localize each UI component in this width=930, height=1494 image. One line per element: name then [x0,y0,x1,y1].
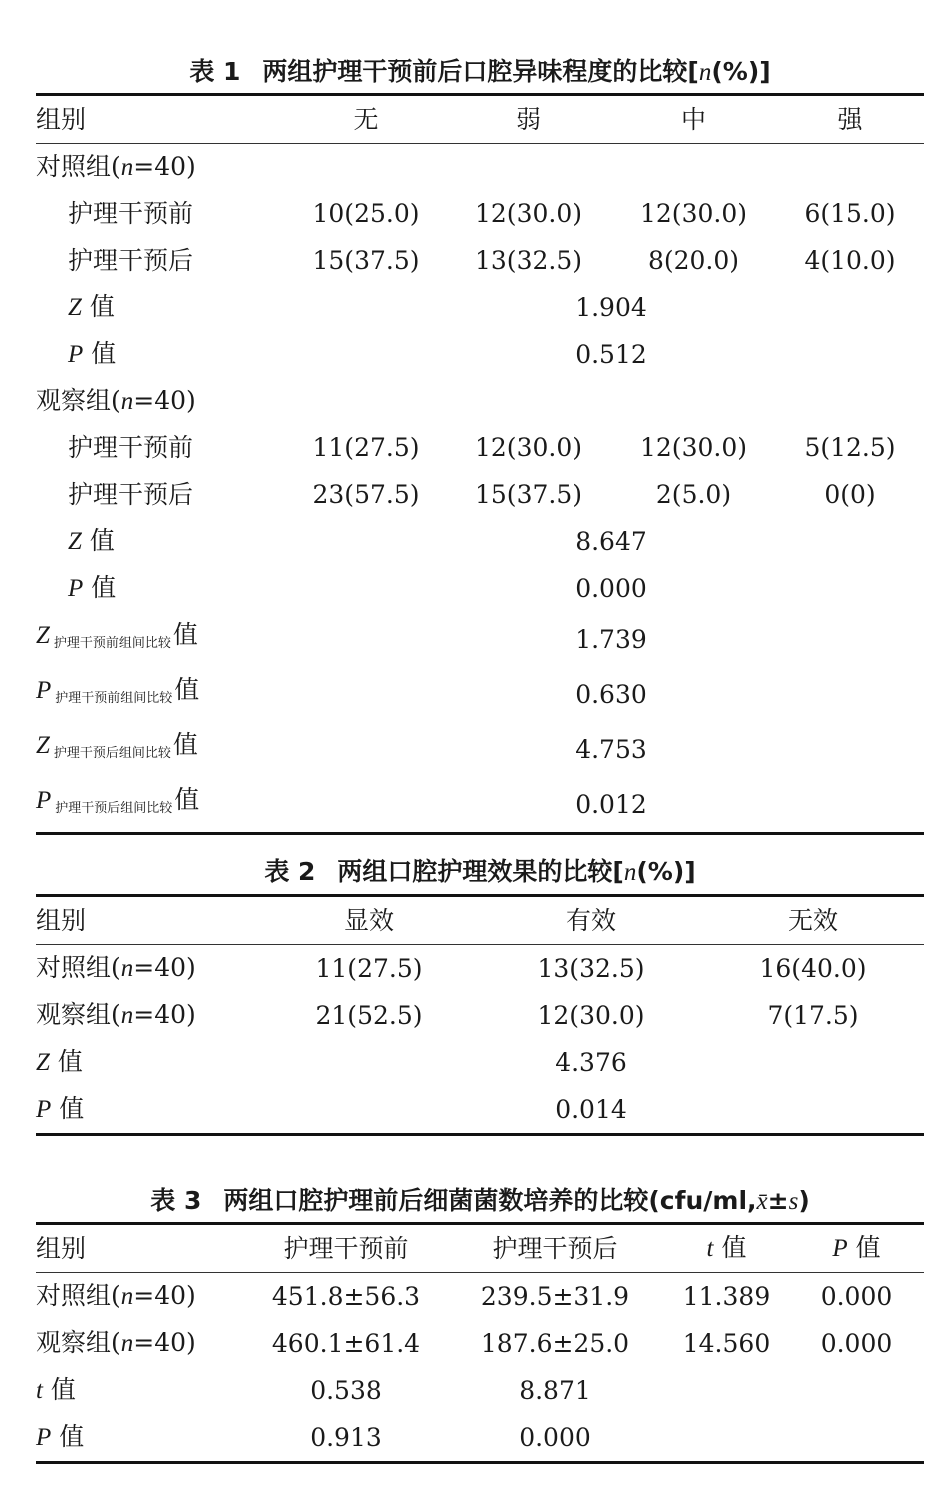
stat-value: 0.014 [555,1094,627,1124]
row-label: 观察组(n=40) [36,1000,196,1029]
table-cell: 0.000 [820,1328,893,1358]
table2-header-group: 组别 [36,896,258,945]
stat-value: 1.739 [575,624,647,654]
table-cell: 12(30.0) [640,199,747,229]
table3-header-t: t 值 [664,1224,789,1273]
table1-title-prefix: 两组护理干预前后口腔异味程度的比较[ [262,57,699,86]
row-label: 对照组(n=40) [36,1281,196,1310]
table-cell: 451.8±56.3 [271,1281,421,1311]
table1-caption [36,55,924,90]
stat-value: 8.647 [575,526,647,556]
stat-value: 0.012 [575,789,647,819]
table-cell: 14.560 [682,1328,771,1358]
table1-label: 表 1 [189,57,241,86]
table3-title-prefix: 两组口腔护理前后细菌菌数培养的比较(cfu/ml, [223,1186,757,1215]
table-row [36,191,924,238]
table-row [36,1273,924,1321]
table-cell: 16(40.0) [759,953,867,983]
table2-label: 表 2 [264,857,316,886]
row-label: 护理干预前 [68,433,194,463]
table-row [36,992,924,1039]
table-cell: 187.6±25.0 [480,1328,630,1358]
table3-header-p: P 值 [789,1224,924,1273]
table2-title-n: n [623,859,637,886]
table-row [36,284,924,331]
stat-label: P $_{护理干预后组间比较}$值 [36,785,200,816]
table3-header-row [36,1224,924,1273]
table-row [36,1086,924,1135]
table1-group-row [36,144,924,192]
stat-label: P 值 [36,1422,85,1451]
table1-header-row [36,95,924,144]
row-label: 观察组(n=40) [36,1328,196,1357]
stat-value: 0.000 [519,1422,591,1452]
row-label: 护理干预前 [68,199,194,229]
table3-caption [36,1184,924,1219]
table-cell: 11(27.5) [312,433,420,463]
table2-header-marked: 显效 [258,896,480,945]
table2 [36,894,924,1136]
table1-group-control: 对照组(n=40) [36,152,196,181]
table-cell: 8(20.0) [647,245,740,275]
table1-header-none: 无 [286,95,446,144]
table-row [36,667,924,722]
stat-label: P $_{护理干预前组间比较}$值 [36,675,200,706]
table1 [36,93,924,835]
table-cell: 13(32.5) [537,953,645,983]
table3-header-after: 护理干预后 [446,1224,664,1273]
table-cell: 0(0) [824,479,876,509]
stat-value: 1.904 [575,292,647,322]
table2-header-ineffective: 无效 [702,896,924,945]
stat-label: P 值 [68,339,117,368]
row-label: 对照组(n=40) [36,953,196,982]
table2-header-effective: 有效 [480,896,702,945]
table-cell: 460.1±61.4 [271,1328,421,1358]
table-cell: 13(32.5) [475,245,582,275]
table3 [36,1222,924,1464]
table1-title-suffix: (%)] [711,57,771,86]
table-cell: 11.389 [682,1281,771,1311]
table1-header-strong: 强 [776,95,924,144]
table-row [36,565,924,612]
table1-group-row [36,378,924,425]
table-row [36,612,924,667]
table-row [36,1039,924,1086]
stat-value: 0.630 [575,679,647,709]
stat-value: 0.538 [310,1375,382,1405]
table2-title-prefix: 两组口腔护理效果的比较[ [337,857,624,886]
table2-caption [36,855,924,890]
table-row [36,425,924,472]
table-row [36,238,924,285]
table-cell: 2(5.0) [655,479,732,509]
table2-header-row [36,896,924,945]
table-row [36,1414,924,1463]
stat-label: P 值 [36,1094,85,1123]
stat-value: 0.000 [575,573,647,603]
table3-title-suffix: ) [798,1186,810,1215]
table2-title-suffix: (%)] [636,857,696,886]
table-row [36,722,924,777]
row-label: 护理干预后 [68,245,194,275]
table-cell: 239.5±31.9 [480,1281,630,1311]
table-cell: 6(15.0) [804,199,896,229]
table-cell: 7(17.5) [767,1000,859,1030]
table3-title-pm: ± [767,1186,789,1215]
stat-value: 4.753 [575,734,647,764]
table3-header-group: 组别 [36,1224,246,1273]
table1-header-medium: 中 [611,95,776,144]
stat-label: Z $_{护理干预前组间比较}$值 [36,620,198,651]
table-cell: 4(10.0) [804,245,896,275]
table-cell: 12(30.0) [475,433,582,463]
table3-title-s: s [788,1188,799,1215]
table-row [36,777,924,834]
table-row [36,472,924,519]
stat-value: 0.913 [310,1422,382,1452]
table-cell: 15(37.5) [312,245,420,275]
table1-title-n: n [698,59,712,86]
stat-label: Z $_{护理干预后组间比较}$值 [36,730,198,761]
row-label: 护理干预后 [68,479,194,509]
table-cell: 0.000 [820,1281,893,1311]
table-cell: 12(30.0) [475,199,582,229]
table-cell: 11(27.5) [315,953,423,983]
table-cell: 15(37.5) [475,479,582,509]
stat-label: Z 值 [68,292,115,321]
table-row [36,945,924,993]
stat-label: Z 值 [36,1047,83,1076]
table-cell: 10(25.0) [312,199,420,229]
table1-header-weak: 弱 [446,95,611,144]
table1-group-observation: 观察组(n=40) [36,386,196,415]
table3-title-xbar: x̄ [756,1188,768,1215]
table3-label: 表 3 [150,1186,202,1215]
table-cell: 12(30.0) [640,433,747,463]
table-row [36,518,924,565]
table-row [36,1367,924,1414]
table-cell: 21(52.5) [315,1000,423,1030]
table3-header-before: 护理干预前 [246,1224,446,1273]
table-cell: 23(57.5) [312,479,420,509]
stat-value: 8.871 [519,1375,591,1405]
table-cell: 5(12.5) [804,433,896,463]
stat-value: 4.376 [555,1047,627,1077]
stat-value: 0.512 [575,339,647,369]
table-row [36,331,924,378]
table-row [36,1320,924,1367]
stat-label: Z 值 [68,526,115,555]
table-cell: 12(30.0) [537,1000,645,1030]
stat-label: P 值 [68,573,117,602]
table1-header-group: 组别 [36,95,286,144]
stat-label: t 值 [36,1375,76,1404]
